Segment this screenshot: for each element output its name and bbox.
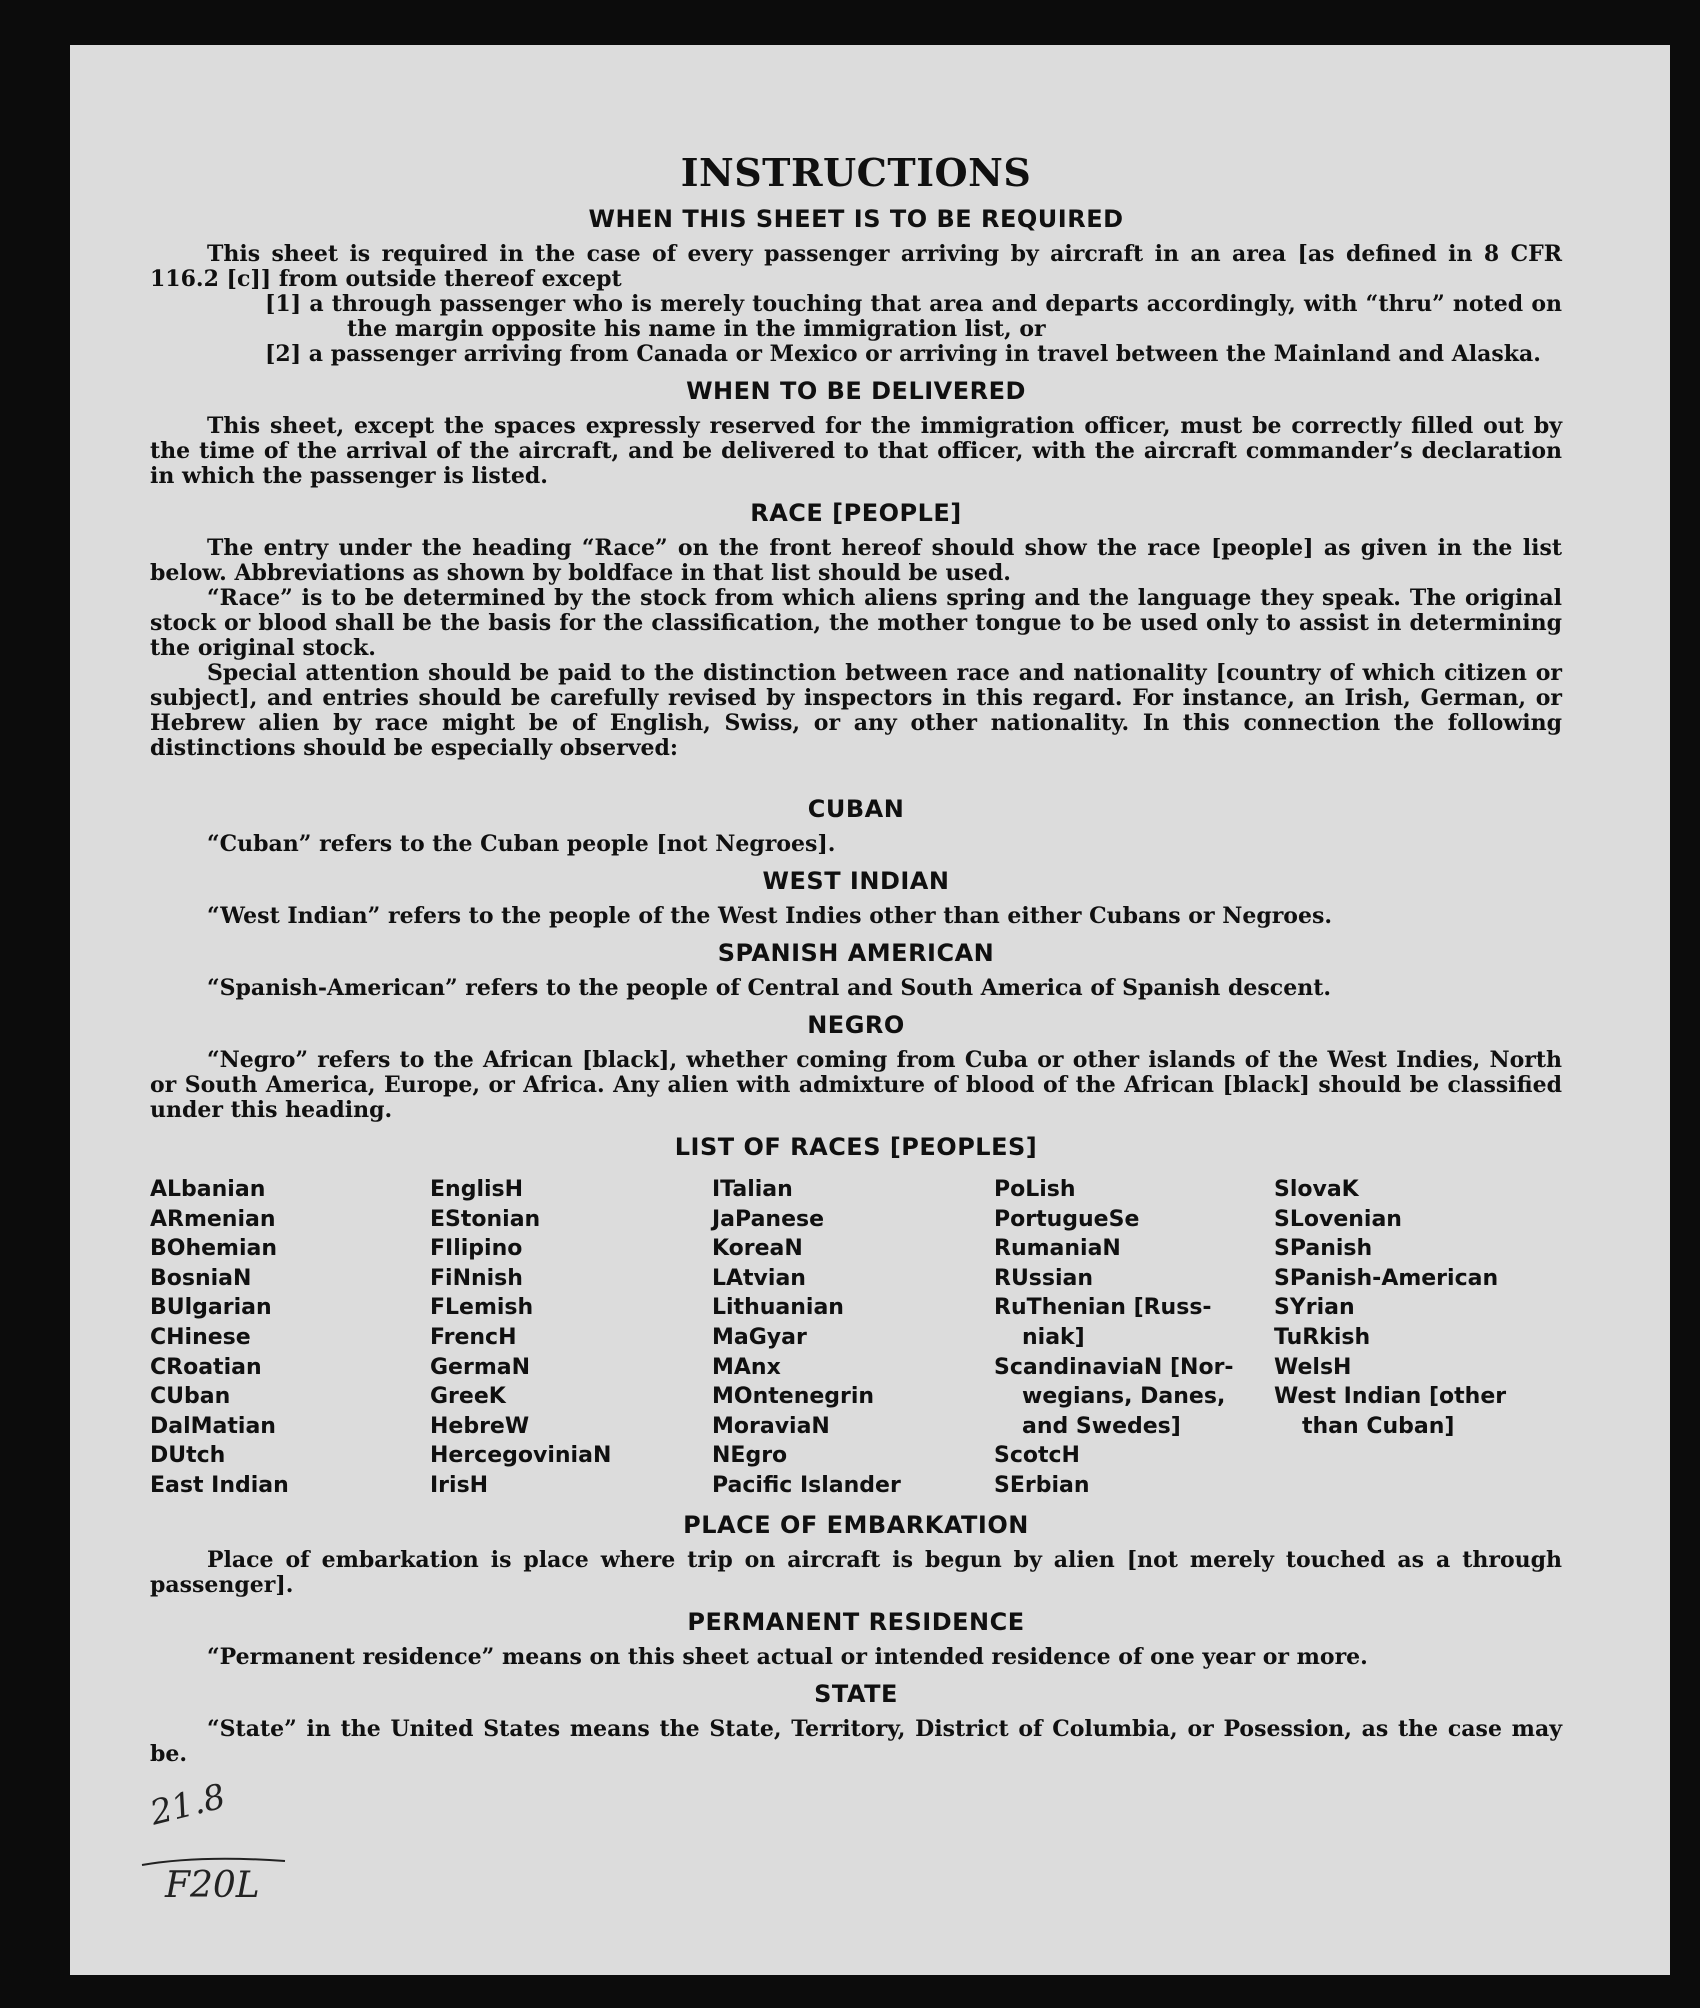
section-heading-race: RACE [PEOPLE] <box>750 499 962 527</box>
race-item: HebreW <box>430 1413 530 1439</box>
section-heading-residence: PERMANENT RESIDENCE <box>687 1607 1025 1636</box>
race-item: BosniaN <box>150 1265 252 1291</box>
race-item-continued: wegians, Danes, <box>1022 1384 1226 1410</box>
spanish-american-text: “Spanish-American” refers to the people of Central and South America of Spanish descent. <box>207 975 1332 1001</box>
race-paragraph-1: The entry under the heading “Race” on the front hereof should show the race [people] as given in the list below. Abbreviations as shown by boldface in that list should be used. <box>150 535 1562 586</box>
section-heading-embarkation: PLACE OF EMBARKATION <box>683 1510 1029 1539</box>
race-column-2 <box>430 1175 712 1501</box>
race-item: Lithuanian <box>712 1295 844 1321</box>
handwritten-note: 21.8 <box>146 1776 230 1834</box>
race-paragraph-2: “Race” is to be determined by the stock from which aliens spring and the language they speak. The original stock or blood shall be the basis for the classification, the mother tongue to be used only to assist in determining the original stock. <box>150 585 1562 661</box>
race-item: TuRkish <box>1274 1324 1371 1350</box>
race-item: CHinese <box>150 1324 251 1350</box>
document-sheet <box>70 45 1670 1975</box>
race-item: West Indian [other <box>1274 1384 1507 1410</box>
section-heading-spanish-american: SPANISH AMERICAN <box>717 939 995 967</box>
section-heading-required: WHEN THIS SHEET IS TO BE REQUIRED <box>588 205 1124 233</box>
race-item: RUssian <box>994 1265 1094 1291</box>
delivered-text: This sheet, except the spaces expressly reserved for the immigration officer, must be correctly filled out by the time of the arrival of the aircraft, and be delivered to that officer, with the aircraft commander’s declaration in which the passenger is listed. <box>150 413 1562 489</box>
race-list <box>150 1175 1562 1501</box>
race-item: DUtch <box>150 1443 226 1469</box>
race-item: FIlipino <box>430 1236 523 1262</box>
page-title: INSTRUCTIONS <box>680 150 1032 195</box>
race-item: WelsH <box>1274 1354 1352 1380</box>
race-item: RuThenian [Russ- <box>994 1295 1212 1321</box>
race-item: EnglisH <box>430 1177 524 1202</box>
race-item: JaPanese <box>712 1206 825 1232</box>
instructions-content <box>150 150 1562 1767</box>
race-item: CUban <box>150 1384 231 1410</box>
race-item: East Indian <box>150 1472 289 1498</box>
race-item: LAtvian <box>712 1265 806 1291</box>
race-item: DalMatian <box>150 1413 276 1439</box>
embarkation-text: Place of embarkation is place where trip on aircraft is begun by alien [not merely touched as a through passenger]. <box>150 1546 1562 1598</box>
race-item: Pacific Islander <box>712 1472 901 1498</box>
race-item-continued: than Cuban] <box>1302 1413 1455 1439</box>
race-item: GermaN <box>430 1354 531 1380</box>
race-column-4 <box>994 1175 1274 1501</box>
residence-text: “Permanent residence” means on this sheet actual or intended residence of one year or more. <box>207 1643 1368 1670</box>
handwritten-note: F20L <box>165 1865 260 1906</box>
race-item: MOntenegrin <box>712 1384 875 1410</box>
race-item: SErbian <box>994 1472 1090 1498</box>
race-column-3 <box>712 1175 994 1501</box>
race-item: IrisH <box>430 1472 489 1498</box>
race-item: FrencH <box>430 1324 517 1350</box>
race-item: KoreaN <box>712 1236 803 1262</box>
section-heading-list-of-races: LIST OF RACES [PEOPLES] <box>674 1133 1038 1161</box>
negro-text: “Negro” refers to the African [black], whether coming from Cuba or other islands of the West Indies, North or South America, Europe, or Africa. Any alien with admixture of blood of the African [black] should be classified under this heading. <box>150 1047 1562 1123</box>
race-item: MAnx <box>712 1354 781 1380</box>
race-item: EStonian <box>430 1206 541 1232</box>
section-heading-delivered: WHEN TO BE DELIVERED <box>686 377 1026 405</box>
race-item: SlovaK <box>1274 1177 1359 1202</box>
race-paragraph-3: Special attention should be paid to the distinction between race and nationality [country of which citizen or subject], and entries should be carefully revised by inspectors in this regard. For instance, an Irish, German, or Hebrew alien by race might be of English, Swiss, or any other nationality. In this connection the following distinctions should be especially observed: <box>150 660 1562 761</box>
section-heading-cuban: CUBAN <box>807 795 905 823</box>
cuban-text: “Cuban” refers to the Cuban people [not Negroes]. <box>207 831 836 857</box>
race-item: GreeK <box>430 1384 506 1410</box>
race-item: PoLish <box>994 1177 1076 1202</box>
race-item: FLemish <box>430 1295 534 1321</box>
race-item: RumaniaN <box>994 1236 1121 1262</box>
section-heading-west-indian: WEST INDIAN <box>762 867 950 895</box>
required-intro: This sheet is required in the case of every passenger arriving by aircraft in an area [as defined in 8 CFR 116.2 [c]] from outside thereof except <box>150 241 1562 292</box>
race-item: FiNnish <box>430 1265 523 1291</box>
race-item: NEgro <box>712 1443 788 1469</box>
race-item: SLovenian <box>1274 1206 1402 1232</box>
race-item: BUlgarian <box>150 1295 272 1321</box>
required-item-2: [2] a passenger arriving from Canada or Mexico or arriving in travel between the Mainland and Alaska. <box>265 341 1541 367</box>
west-indian-text: “West Indian” refers to the people of the West Indies other than either Cubans or Negroes. <box>207 903 1333 929</box>
race-item: ScandinaviaN [Nor- <box>994 1354 1234 1380</box>
race-item: ALbanian <box>150 1177 266 1202</box>
race-item-continued: niak] <box>1022 1324 1085 1350</box>
race-item: MaGyar <box>712 1324 807 1350</box>
handwritten-underline <box>140 1853 290 1873</box>
race-item: PortugueSe <box>994 1206 1140 1232</box>
race-item: ScotcH <box>994 1443 1080 1469</box>
race-item: CRoatian <box>150 1354 262 1380</box>
race-item: SYrian <box>1274 1295 1355 1321</box>
race-item: MoraviaN <box>712 1413 830 1439</box>
state-text: “State” in the United States means the State, Territory, District of Columbia, or Posession, as the case may be. <box>150 1715 1562 1767</box>
race-item: BOhemian <box>150 1236 278 1262</box>
required-item-1: [1] a through passenger who is merely touching that area and departs accordingly, with “thru” noted on the margin opposite his name in the immigration list, or <box>265 291 1562 342</box>
race-column-1 <box>150 1175 430 1501</box>
race-item: ARmenian <box>150 1206 276 1232</box>
race-item: HercegoviniaN <box>430 1443 612 1469</box>
race-item-continued: and Swedes] <box>1022 1413 1181 1439</box>
race-column-5 <box>1274 1175 1562 1501</box>
section-heading-negro: NEGRO <box>807 1011 905 1039</box>
race-item: ITalian <box>712 1177 793 1202</box>
section-heading-state: STATE <box>814 1679 898 1708</box>
race-item: SPanish <box>1274 1236 1373 1262</box>
race-item: SPanish-American <box>1274 1265 1499 1291</box>
